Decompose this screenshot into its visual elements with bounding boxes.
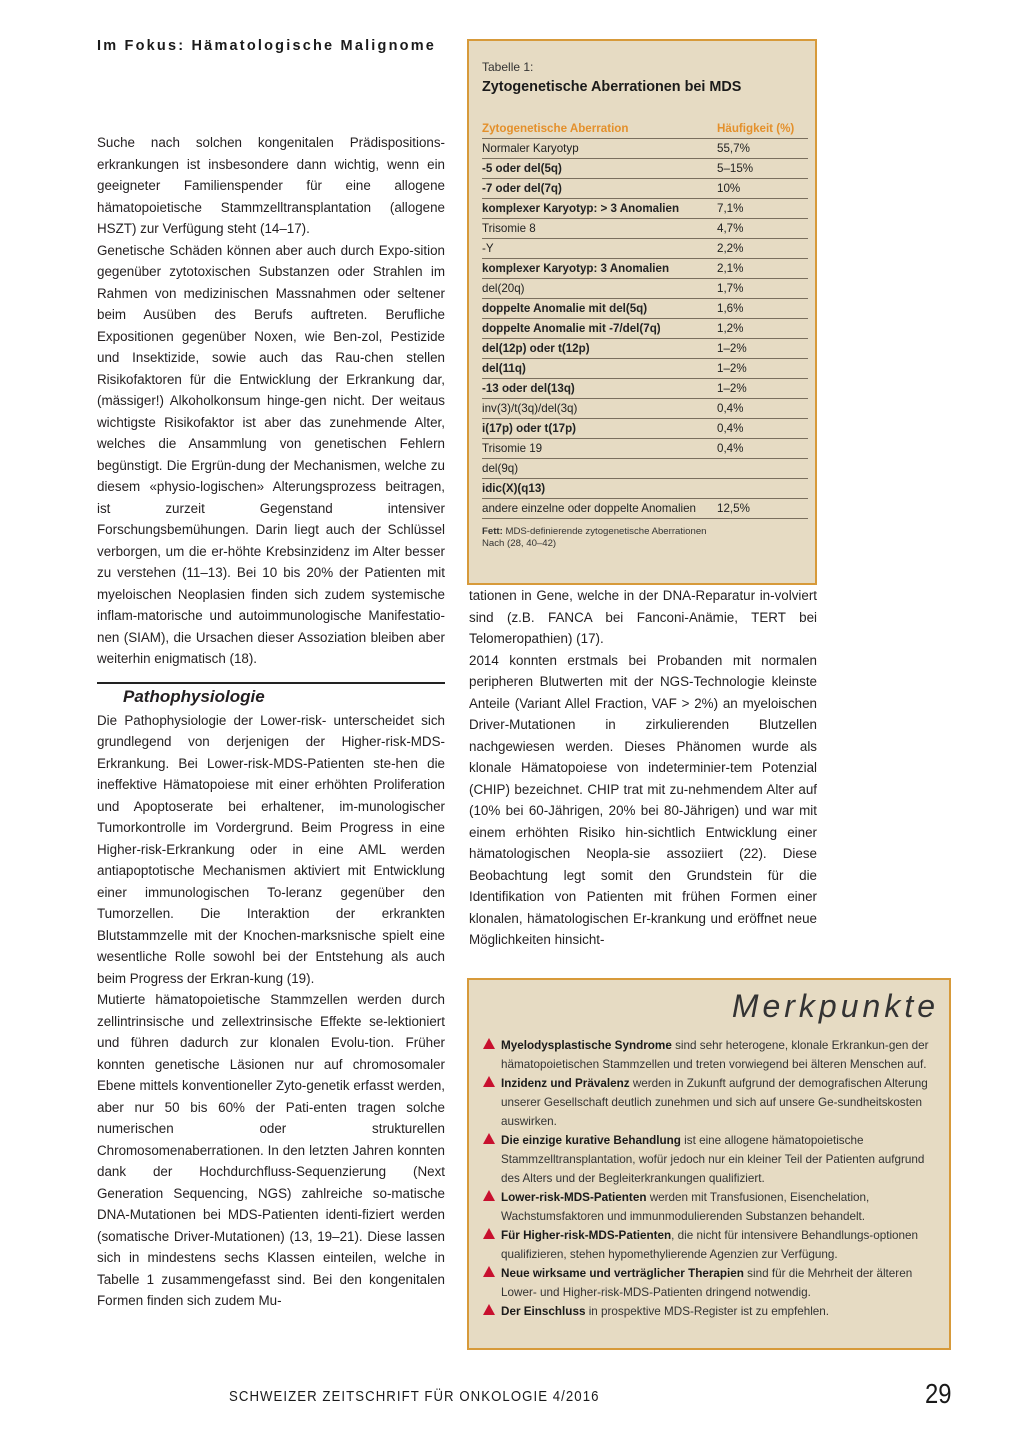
merkpunkt-bold: Für Higher-risk-MDS-Patienten [501, 1229, 672, 1242]
merkpunkt-bold: Inzidenz und Prävalenz [501, 1077, 630, 1090]
table-row [482, 499, 808, 519]
frequency-cell: 1,2% [717, 322, 744, 335]
merkpunkt-item [483, 1074, 939, 1131]
merkpunkt-text: werden in Zukunft aufgrund der demografischen Alterung unserer Gesellschaft deutlich zunehmen und sich auf unsere Ge-sundheitskosten auswirken. [501, 1077, 928, 1128]
table-row [482, 279, 808, 299]
aberration-cell: Normaler Karyotyp [482, 142, 579, 155]
aberration-cell: andere einzelne oder doppelte Anomalien [482, 502, 697, 515]
merkpunkt-bold: Der Einschluss [501, 1305, 586, 1318]
aberration-cell: doppelte Anomalie mit -7/del(7q) [482, 322, 661, 335]
aberration-cell: del(12p) oder t(12p) [482, 342, 590, 355]
table-box [467, 39, 817, 585]
aberration-table [482, 119, 808, 519]
table-row [482, 459, 808, 479]
note-bold: Fett: [482, 526, 503, 537]
left-column [97, 132, 445, 1312]
table-row [482, 359, 808, 379]
aberration-cell: inv(3)/t(3q)/del(3q) [482, 402, 578, 415]
column-header: Zytogenetische Aberration [482, 122, 629, 135]
frequency-cell: 1–2% [717, 382, 747, 395]
right-column [469, 585, 817, 951]
frequency-cell: 2,1% [717, 262, 744, 275]
merkpunkt-bold: Lower-risk-MDS-Patienten [501, 1191, 647, 1204]
frequency-cell [717, 479, 808, 498]
table-caption: Tabelle 1: [482, 60, 534, 74]
aberration-cell: del(11q) [482, 362, 526, 375]
table-row [482, 439, 808, 459]
merkpunkt-item [483, 1131, 939, 1188]
merkpunkt-text: werden mit Transfusionen, Eisenchelation, Wachstumsfaktoren und immunmodulierenden Substanzen behandelt. [501, 1191, 870, 1223]
frequency-cell: 7,1% [717, 202, 744, 215]
merkpunkt-item [483, 1226, 939, 1264]
aberration-cell: -Y [482, 242, 494, 255]
triangle-bullet-icon [483, 1190, 495, 1201]
table-header-row [482, 119, 808, 139]
aberration-cell: -5 oder del(5q) [482, 162, 562, 175]
paragraph: Mutierte hämatopoietische Stammzellen werden durch zellintrinsische und zellextrinsische Effekte se-lektioniert und führen dadurch zur klonalen Evolu-tion. Früher konnten genetische Läsionen nur auf chromosomaler Ebene mittels konventioneller Zyto-genetik erfasst werden, aber nur 50 bis 60% der Pati-enten tragen solche numerischen oder strukturellen Chromosomenaberrationen. In den letzten Jahren konnten dank der Hochdurchfluss-Sequenzierung (Next Generation Sequencing, NGS) zahlreiche so-matische DNA-Mutationen bei MDS-Patienten identi-fiziert werden (somatische Driver-Mutationen) (13, 19–21). Diese lassen sich in mindestens sechs Klassen einteilen, welche in Tabelle 1 zusammengefasst sind. Bei den kongenitalen Formen finden sich zudem Mu- [97, 992, 445, 1308]
table-row [482, 139, 808, 159]
table-row [482, 339, 808, 359]
aberration-cell: komplexer Karyotyp: 3 Anomalien [482, 262, 670, 275]
paragraph: Suche nach solchen kongenitalen Prädispositions-erkrankungen ist insbesondere dann wichtig, wenn ein geeigneter Familienspender für eine allogene hämatopoietische Stammzelltransplantation (allogene HSZT) zur Verfügung steht (14–17). [97, 135, 445, 236]
table-body [482, 139, 808, 519]
table-note [482, 526, 802, 550]
frequency-cell: 10% [717, 182, 741, 195]
paragraph: Die Pathophysiologie der Lower-risk- unterscheidet sich grundlegend von derjenigen der Higher-risk-MDS-Erkrankung. Bei Lower-risk-MDS-Patienten ste-hen die ineffektive Hämatopoiese mit einer erhöhten Proliferation und Apoptoserate bei erhaltener, im-munologischer Tumorkontrolle im Vordergrund. Beim Progress in eine Higher-risk-Erkrankung oder in eine AML werden antiapoptotische Mechanismen aktiviert mit Entwicklung einer immunologischen To-leranz gegenüber den Tumorzellen. Die Interaktion der erkrankten Blutstammzelle mit der Knochen-marksnische spielt eine wesentliche Rolle sowohl bei der Entstehung als auch beim Progress der Erkran-kung (19). [97, 712, 445, 986]
aberration-cell: i(17p) oder t(17p) [482, 422, 577, 435]
frequency-cell: 0,4% [717, 422, 744, 435]
section-header: Im Fokus: Hämatologische Malignome [97, 38, 437, 54]
triangle-bullet-icon [483, 1133, 495, 1144]
table-row [482, 199, 808, 219]
table-row [482, 259, 808, 279]
frequency-cell [717, 459, 808, 478]
table-row [482, 379, 808, 399]
aberration-cell: Trisomie 19 [482, 442, 543, 455]
aberration-cell: -13 oder del(13q) [482, 382, 575, 395]
table-row [482, 419, 808, 439]
frequency-cell: 4,7% [717, 222, 744, 235]
aberration-cell: Trisomie 8 [482, 222, 536, 235]
merkpunkt-item [483, 1188, 939, 1226]
paragraph: Genetische Schäden können aber auch durch Expo-sition gegenüber zytotoxischen Substanzen oder Strahlen im Rahmen von medizinischen Massnahmen oder seltener beim Ausüben des Berufs auftreten. Berufliche Expositionen gegenüber Noxen, wie Ben-zol, Pestizide und Insektizide, sowie auch das Rau-chen stellen Risikofaktoren für die Entwicklung der Erkrankung dar, (mässiger!) Alkoholkonsum hinge-gen nicht. Der weitaus wichtigste Risikofaktor ist aber das zunehmende Alter, welches die Ansammlung von genetischen Fehlern begünstigt. Die Ergrün-dung der Mechanismen, welche zu diesem «physio-logischen» Alterungsprozess beitragen, ist zurzeit Gegenstand intensiver Forschungsbemühungen. Darin liegt auch der Schlüssel verborgen, um die er-höhte Krebsinzidenz im Alter besser zu verstehen (11–13). Bei 10 bis 20% der Patienten mit myeloischen Neoplasien finden sich zudem systemische inflam-matorische und autoimmunologische Manifestatio-nen (SIAM), die Ursachen dieser Assoziation bleiben aber weiterhin enigmatisch (18). [97, 242, 445, 666]
table-row [482, 219, 808, 239]
column-header: Häufigkeit (%) [717, 122, 795, 135]
frequency-cell: 0,4% [717, 442, 744, 455]
frequency-cell: 0,4% [717, 402, 744, 415]
merkpunkt-bold: Neue wirksame und verträglicher Therapien [501, 1267, 744, 1280]
table-title: Zytogenetische Aberrationen bei MDS [482, 79, 742, 95]
table-row [482, 159, 808, 179]
triangle-bullet-icon [483, 1304, 495, 1315]
merkpunkt-text: ist eine allogene hämatopoietische Stammzelltransplantation, wofür jedoch nur ein kleiner Teil der Patienten aufgrund des Alters und der Begleiterkrankungen qualifiziert. [501, 1134, 925, 1185]
merkpunkte-list [483, 1036, 939, 1321]
frequency-cell: 12,5% [717, 502, 750, 515]
note-source: Nach (28, 40–42) [482, 538, 557, 549]
frequency-cell: 55,7% [717, 142, 750, 155]
frequency-cell: 5–15% [717, 162, 754, 175]
frequency-cell: 1–2% [717, 362, 747, 375]
merkpunkt-item [483, 1036, 939, 1074]
merkpunkt-item [483, 1302, 939, 1321]
journal-name: SCHWEIZER ZEITSCHRIFT FÜR ONKOLOGIE 4/2016 [229, 1388, 600, 1405]
aberration-cell: komplexer Karyotyp: > 3 Anomalien [482, 202, 680, 215]
triangle-bullet-icon [483, 1228, 495, 1239]
aberration-cell: -7 oder del(7q) [482, 182, 562, 195]
frequency-cell: 1–2% [717, 342, 747, 355]
table-row [482, 239, 808, 259]
merkpunkt-text: sind sehr heterogene, klonale Erkrankun-gen der hämatopoietischen Stammzellen und treten vorwiegend bei älteren Menschen auf. [501, 1039, 929, 1071]
section-subhead: Pathophysiologie [123, 686, 265, 706]
table-row [482, 179, 808, 199]
note-text: MDS-definierende zytogenetische Aberrationen [502, 526, 707, 537]
triangle-bullet-icon [483, 1266, 495, 1277]
aberration-cell: del(20q) [482, 282, 525, 295]
paragraph: tationen in Gene, welche in der DNA-Reparatur in-volviert sind (z.B. FANCA bei Fanconi-Anämie, TERT bei Telomeropathien) (17). [469, 588, 817, 646]
aberration-cell: del(9q) [482, 462, 519, 475]
merkpunkt-item [483, 1264, 939, 1302]
page-number: 29 [925, 1378, 952, 1409]
paragraph: 2014 konnten erstmals bei Probanden mit normalen peripheren Blutwerten mit der NGS-Technologie kleinste Anteile (Variant Allel Fraction, VAF > 2%) an myeloischen Driver-Mutationen in zirkulierenden Blutzellen nachgewiesen werden. Dieses Phänomen wurde als klonale Hämatopoiese von indeterminier-tem Potenzial (CHIP) bezeichnet. CHIP trat mit zu-nehmendem Alter auf (10% bei 60-Jährigen, 20% bei 80-Jährigen) und war mit einem erhöhten Risiko hin-sichtlich Entwicklung einer hämatologischen Neopla-sie assoziiert (22). Diese Beobachtung legt somit den Grundstein für die Identifikation von Patienten mit frühen Formen einer klonalen, hämatologischen Er-krankung und eröffnet neue Möglichkeiten hinsicht- [469, 652, 817, 947]
table-row [482, 299, 808, 319]
aberration-cell: doppelte Anomalie mit del(5q) [482, 302, 648, 315]
frequency-cell: 1,6% [717, 302, 744, 315]
merkpunkte-box [467, 978, 951, 1350]
merkpunkt-text: , die nicht für intensivere Behandlungs-optionen qualifizieren, stehen hypomethylierende Agenzien zur Verfügung. [501, 1229, 919, 1261]
merkpunkt-text: sind für die Mehrheit der älteren Lower- und Higher-risk-MDS-Patienten dringend notwendig. [501, 1267, 913, 1299]
merkpunkt-text: in prospektive MDS-Register ist zu empfehlen. [585, 1305, 830, 1318]
triangle-bullet-icon [483, 1076, 495, 1087]
merkpunkte-title: Merkpunkte [731, 988, 939, 1024]
merkpunkt-bold: Die einzige kurative Behandlung [501, 1134, 681, 1147]
merkpunkt-bold: Myelodysplastische Syndrome [501, 1039, 672, 1052]
table-row [482, 319, 808, 339]
aberration-cell: idic(X)(q13) [482, 482, 546, 495]
frequency-cell: 1,7% [717, 282, 744, 295]
triangle-bullet-icon [483, 1038, 495, 1049]
frequency-cell: 2,2% [717, 242, 744, 255]
subhead-block [97, 682, 445, 710]
table-row [482, 399, 808, 419]
table-row [482, 479, 808, 499]
